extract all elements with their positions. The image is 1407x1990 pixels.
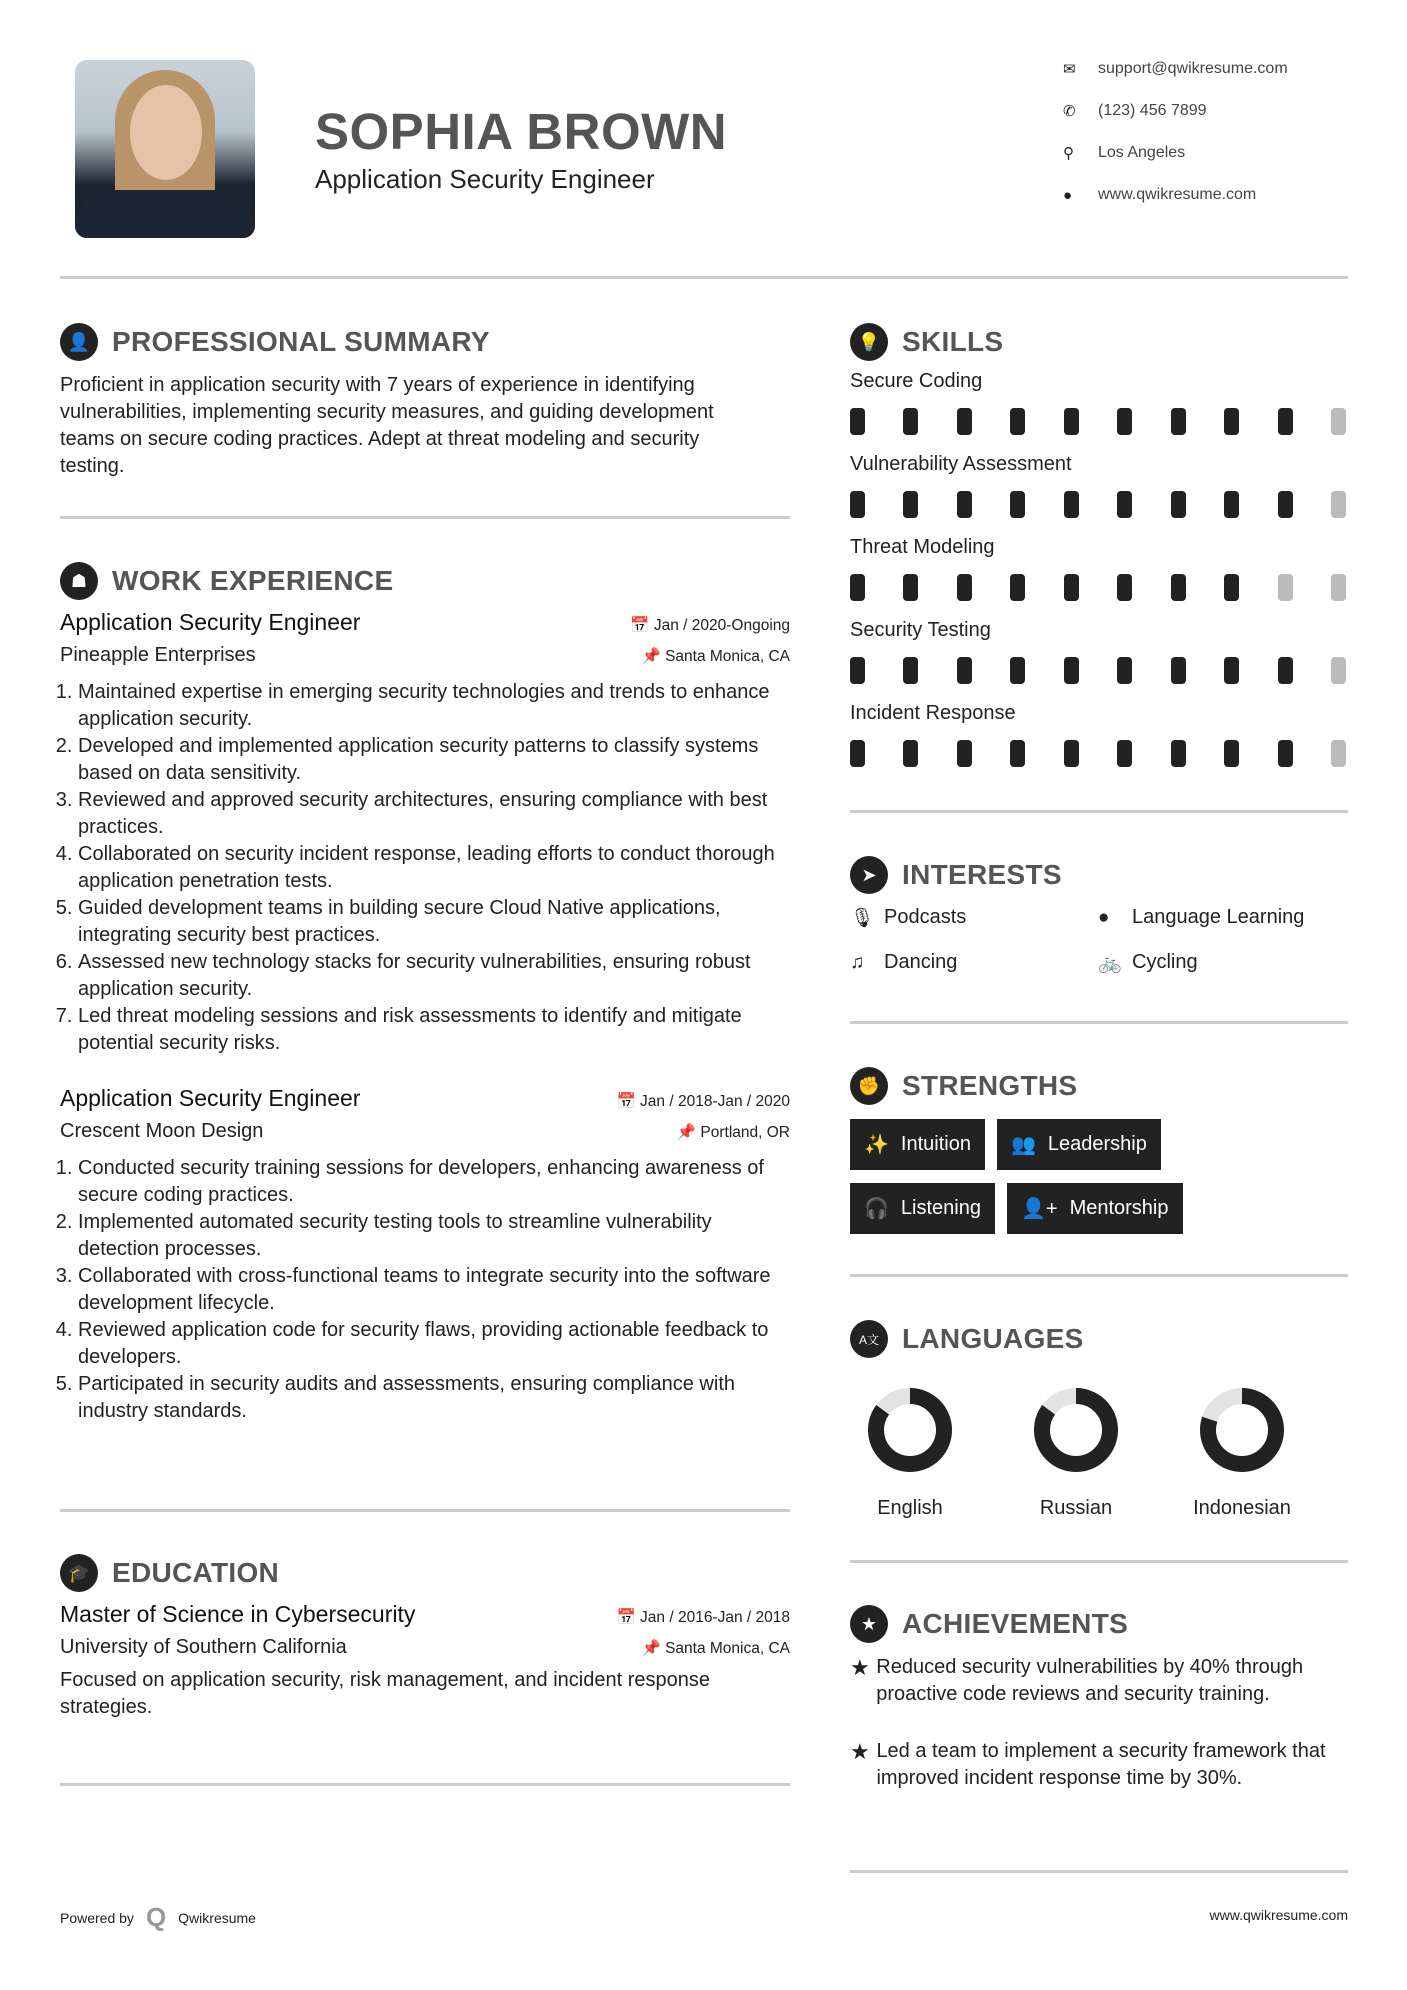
- interest-label: Language Learning: [1132, 906, 1305, 928]
- bullet-item: 5. Participated in security audits and assessments, ensuring compliance with industry standards.: [78, 1371, 790, 1425]
- rating-segment-filled: [850, 491, 865, 518]
- section-heading: SKILLS: [902, 326, 1004, 357]
- map-pin-icon: ⚲: [1063, 145, 1074, 162]
- strengths-section: [850, 1066, 1348, 1247]
- powered-by-label: Powered by: [60, 1909, 134, 1926]
- language-item: [1162, 1385, 1322, 1520]
- rating-segment-empty: [1331, 491, 1346, 518]
- section-heading: STRENGTHS: [902, 1070, 1078, 1101]
- skill-name: Incident Response: [850, 702, 1016, 724]
- globe-icon: ●: [1063, 186, 1073, 204]
- rating-segment-filled: [903, 574, 918, 601]
- contact-location: [1063, 132, 1353, 174]
- rating-segment-filled: [1117, 408, 1132, 435]
- qwikresume-link[interactable]: Qwikresume: [178, 1909, 256, 1926]
- language-donut: [1031, 1385, 1121, 1475]
- paper-plane-icon: ➤: [850, 856, 888, 894]
- divider: [850, 810, 1348, 813]
- strength-chip: [850, 1119, 985, 1170]
- strength-label: Leadership: [1047, 1133, 1147, 1155]
- location: Santa Monica, CA: [665, 1640, 790, 1657]
- divider: [60, 1509, 790, 1512]
- profile-photo: [75, 60, 255, 238]
- section-heading: ACHIEVEMENTS: [902, 1608, 1129, 1639]
- professional-summary-section: [60, 322, 790, 480]
- globe-icon: ●: [1098, 906, 1110, 928]
- user-icon: 👤: [60, 323, 98, 361]
- strength-chip: [997, 1119, 1161, 1170]
- contact-email[interactable]: [1063, 48, 1353, 90]
- rating-segment-filled: [1010, 657, 1025, 684]
- contact-website[interactable]: [1063, 174, 1353, 216]
- skill-item: [850, 449, 1348, 529]
- job-entry: [60, 1085, 790, 1425]
- bullet-item: 4. Reviewed application code for security flaws, providing actionable feedback to developers.: [78, 1317, 790, 1371]
- skill-name: Threat Modeling: [850, 536, 995, 558]
- star-icon: ★: [850, 1739, 870, 1764]
- strength-label: Intuition: [900, 1133, 971, 1155]
- skill-name: Security Testing: [850, 619, 991, 641]
- dates: Jan / 2018-Jan / 2020: [640, 1093, 790, 1110]
- skill-item: [850, 366, 1348, 446]
- rating-segment-filled: [903, 491, 918, 518]
- users-icon: 👥: [1010, 1134, 1036, 1156]
- divider: [60, 276, 1348, 279]
- divider: [60, 516, 790, 519]
- contact-list: [1063, 48, 1353, 216]
- fist-icon: ✊: [850, 1067, 888, 1105]
- skills-section: [850, 322, 1348, 781]
- skill-item: [850, 615, 1348, 695]
- rating-segment-filled: [1064, 657, 1079, 684]
- phone-icon: ✆: [1063, 103, 1076, 120]
- footer-powered-by: [60, 1902, 256, 1933]
- language-donut: [1197, 1385, 1287, 1475]
- bicycle-icon: 🚲: [1098, 952, 1122, 974]
- rating-segment-filled: [1010, 408, 1025, 435]
- skill-name: Secure Coding: [850, 370, 983, 392]
- rating-segment-empty: [1331, 408, 1346, 435]
- interest-label: Dancing: [884, 951, 958, 973]
- bullet-item: 7. Led threat modeling sessions and risk assessments to identify and mitigate potential security risks.: [78, 1003, 790, 1057]
- skill-item: [850, 698, 1348, 778]
- candidate-title: Application Security Engineer: [315, 164, 655, 194]
- language-name: Russian: [1039, 1497, 1113, 1519]
- rating-segment-filled: [1064, 491, 1079, 518]
- summary-text: Proficient in application security with 7 years of experience in identifying vulnerabilities, implementing security measures, and guiding development teams on secure coding practices. Adept at threat modeling and security testing.: [60, 374, 714, 477]
- rating-segment-filled: [1278, 408, 1293, 435]
- skill-item: [850, 532, 1348, 612]
- dates: Jan / 2016-Jan / 2018: [640, 1609, 790, 1626]
- rating-segment-filled: [1117, 657, 1132, 684]
- rating-segment-filled: [1224, 491, 1239, 518]
- divider: [850, 1021, 1348, 1024]
- strength-chip: [850, 1183, 995, 1234]
- language-donut: [865, 1385, 955, 1475]
- company: Pineapple Enterprises: [60, 644, 256, 666]
- location: Santa Monica, CA: [665, 648, 790, 665]
- rating-segment-filled: [957, 408, 972, 435]
- job-role: Application Security Engineer: [60, 609, 361, 635]
- rating-segment-filled: [850, 408, 865, 435]
- rating-segment-filled: [850, 657, 865, 684]
- rating-segment-filled: [1224, 574, 1239, 601]
- rating-segment-filled: [1224, 408, 1239, 435]
- rating-segment-filled: [1117, 740, 1132, 767]
- rating-segment-filled: [850, 740, 865, 767]
- rating-segment-filled: [1117, 491, 1132, 518]
- footer-website[interactable]: www.qwikresume.com: [1209, 1907, 1348, 1923]
- rating-segment-filled: [1278, 491, 1293, 518]
- bullet-item: 3. Collaborated with cross-functional teams to integrate security into the software development lifecycle.: [78, 1263, 790, 1317]
- star-badge-icon: ★: [850, 1605, 888, 1643]
- location: Portland, OR: [700, 1124, 790, 1141]
- lightbulb-icon: 💡: [850, 323, 888, 361]
- bullet-item: 1. Maintained expertise in emerging security technologies and trends to enhance application security.: [78, 679, 790, 733]
- pin-icon: 📌: [676, 1124, 701, 1141]
- rating-segment-filled: [957, 574, 972, 601]
- rating-segment-filled: [957, 491, 972, 518]
- envelope-icon: ✉: [1063, 61, 1076, 78]
- skill-rating: [850, 645, 1346, 695]
- divider: [850, 1274, 1348, 1277]
- rating-segment-empty: [1331, 574, 1346, 601]
- languages-section: [850, 1319, 1348, 1539]
- section-heading: INTERESTS: [902, 859, 1062, 890]
- user-plus-icon: 👤+: [1020, 1198, 1058, 1220]
- calendar-icon: 📅: [616, 1609, 641, 1626]
- language-item: [830, 1385, 990, 1520]
- rating-segment-filled: [1278, 740, 1293, 767]
- education-section: [60, 1553, 790, 1721]
- skill-rating: [850, 396, 1346, 446]
- dates: Jan / 2020-Ongoing: [653, 617, 790, 634]
- work-experience-section: [60, 561, 790, 1425]
- rating-segment-filled: [1224, 740, 1239, 767]
- rating-segment-filled: [1010, 740, 1025, 767]
- rating-segment-filled: [1171, 740, 1186, 767]
- interest-item: [850, 940, 1098, 985]
- magic-wand-icon: ✨: [864, 1134, 889, 1156]
- language-name: Indonesian: [1193, 1497, 1291, 1519]
- section-heading: WORK EXPERIENCE: [112, 565, 394, 596]
- strength-chip: [1007, 1183, 1183, 1234]
- contact-text: (123) 456 7899: [1098, 102, 1207, 119]
- bullet-item: 4. Collaborated on security incident response, leading efforts to conduct thorough application penetration tests.: [78, 841, 790, 895]
- contact-text: support@qwikresume.com: [1098, 60, 1288, 77]
- microphone-icon: 🎙: [850, 907, 875, 929]
- calendar-icon: 📅: [616, 1093, 641, 1110]
- interest-label: Podcasts: [884, 906, 967, 928]
- candidate-name: SOPHIA BROWN: [315, 103, 728, 160]
- rating-segment-filled: [850, 574, 865, 601]
- rating-segment-filled: [1010, 491, 1025, 518]
- graduation-icon: 🎓: [60, 1554, 98, 1592]
- achievement-text: Reduced security vulnerabilities by 40% through proactive code reviews and security training.: [876, 1656, 1304, 1705]
- section-heading: LANGUAGES: [902, 1323, 1084, 1354]
- strength-label: Listening: [900, 1197, 981, 1219]
- skill-rating: [850, 562, 1346, 612]
- education-description: Focused on application security, risk management, and incident response strategies.: [60, 1669, 710, 1718]
- bullet-item: 1. Conducted security training sessions for developers, enhancing awareness of secure coding practices.: [78, 1155, 790, 1209]
- divider: [60, 1783, 790, 1786]
- job-bullets: [60, 679, 790, 1057]
- divider: [850, 1870, 1348, 1873]
- bullet-item: 6. Assessed new technology stacks for security vulnerabilities, ensuring robust application security.: [78, 949, 790, 1003]
- divider: [850, 1560, 1348, 1563]
- contact-phone: [1063, 90, 1353, 132]
- rating-segment-filled: [1064, 740, 1079, 767]
- headphones-icon: 🎧: [864, 1198, 889, 1220]
- briefcase-icon: ☗: [60, 562, 98, 600]
- rating-segment-filled: [1117, 574, 1132, 601]
- rating-segment-filled: [1171, 408, 1186, 435]
- achievement-text: Led a team to implement a security framework that improved incident response time by 30%.: [876, 1740, 1326, 1789]
- job-bullets: [60, 1155, 790, 1425]
- interest-item: [850, 895, 1098, 940]
- rating-segment-filled: [957, 740, 972, 767]
- rating-segment-filled: [903, 408, 918, 435]
- company: Crescent Moon Design: [60, 1120, 264, 1142]
- rating-segment-empty: [1331, 657, 1346, 684]
- skill-rating: [850, 728, 1346, 778]
- rating-segment-filled: [957, 657, 972, 684]
- language-name: English: [877, 1497, 943, 1519]
- star-icon: ★: [850, 1655, 870, 1680]
- rating-segment-filled: [1010, 574, 1025, 601]
- rating-segment-filled: [1171, 491, 1186, 518]
- rating-segment-filled: [1224, 657, 1239, 684]
- degree: Master of Science in Cybersecurity: [60, 1601, 416, 1627]
- rating-segment-filled: [1064, 408, 1079, 435]
- calendar-icon: 📅: [630, 617, 654, 634]
- bullet-item: 3. Reviewed and approved security architectures, ensuring compliance with best practices.: [78, 787, 790, 841]
- achievement-item: [850, 1738, 1348, 1792]
- skill-rating: [850, 479, 1346, 529]
- qwikresume-logo-icon: Q: [145, 1902, 167, 1932]
- rating-segment-filled: [1171, 574, 1186, 601]
- job-entry: [60, 609, 790, 1057]
- interests-section: [850, 855, 1348, 985]
- language-item: [996, 1385, 1156, 1520]
- achievements-section: [850, 1604, 1348, 1822]
- interest-item: [1098, 940, 1348, 985]
- rating-segment-filled: [903, 740, 918, 767]
- rating-segment-empty: [1331, 740, 1346, 767]
- rating-segment-filled: [1171, 657, 1186, 684]
- rating-segment-filled: [1064, 574, 1079, 601]
- school: University of Southern California: [60, 1636, 347, 1658]
- interest-label: Cycling: [1132, 951, 1198, 973]
- section-heading: PROFESSIONAL SUMMARY: [112, 326, 490, 357]
- section-heading: EDUCATION: [112, 1557, 280, 1588]
- skill-name: Vulnerability Assessment: [850, 453, 1072, 475]
- rating-segment-filled: [1278, 657, 1293, 684]
- bullet-item: 2. Implemented automated security testing tools to streamline vulnerability detection processes.: [78, 1209, 790, 1263]
- translate-icon: A文: [850, 1320, 888, 1358]
- strength-label: Mentorship: [1069, 1197, 1169, 1219]
- bullet-item: 2. Developed and implemented application security patterns to classify systems based on data sensitivity.: [78, 733, 790, 787]
- rating-segment-empty: [1278, 574, 1293, 601]
- pin-icon: 📌: [641, 648, 666, 665]
- contact-text: www.qwikresume.com: [1098, 186, 1257, 203]
- contact-text: Los Angeles: [1098, 144, 1186, 161]
- job-role: Application Security Engineer: [60, 1085, 361, 1111]
- rating-segment-filled: [903, 657, 918, 684]
- music-icon: ♫: [850, 951, 865, 973]
- pin-icon: 📌: [641, 1640, 666, 1657]
- interest-item: [1098, 895, 1348, 940]
- achievement-item: [850, 1654, 1348, 1708]
- bullet-item: 5. Guided development teams in building secure Cloud Native applications, integrating security best practices.: [78, 895, 790, 949]
